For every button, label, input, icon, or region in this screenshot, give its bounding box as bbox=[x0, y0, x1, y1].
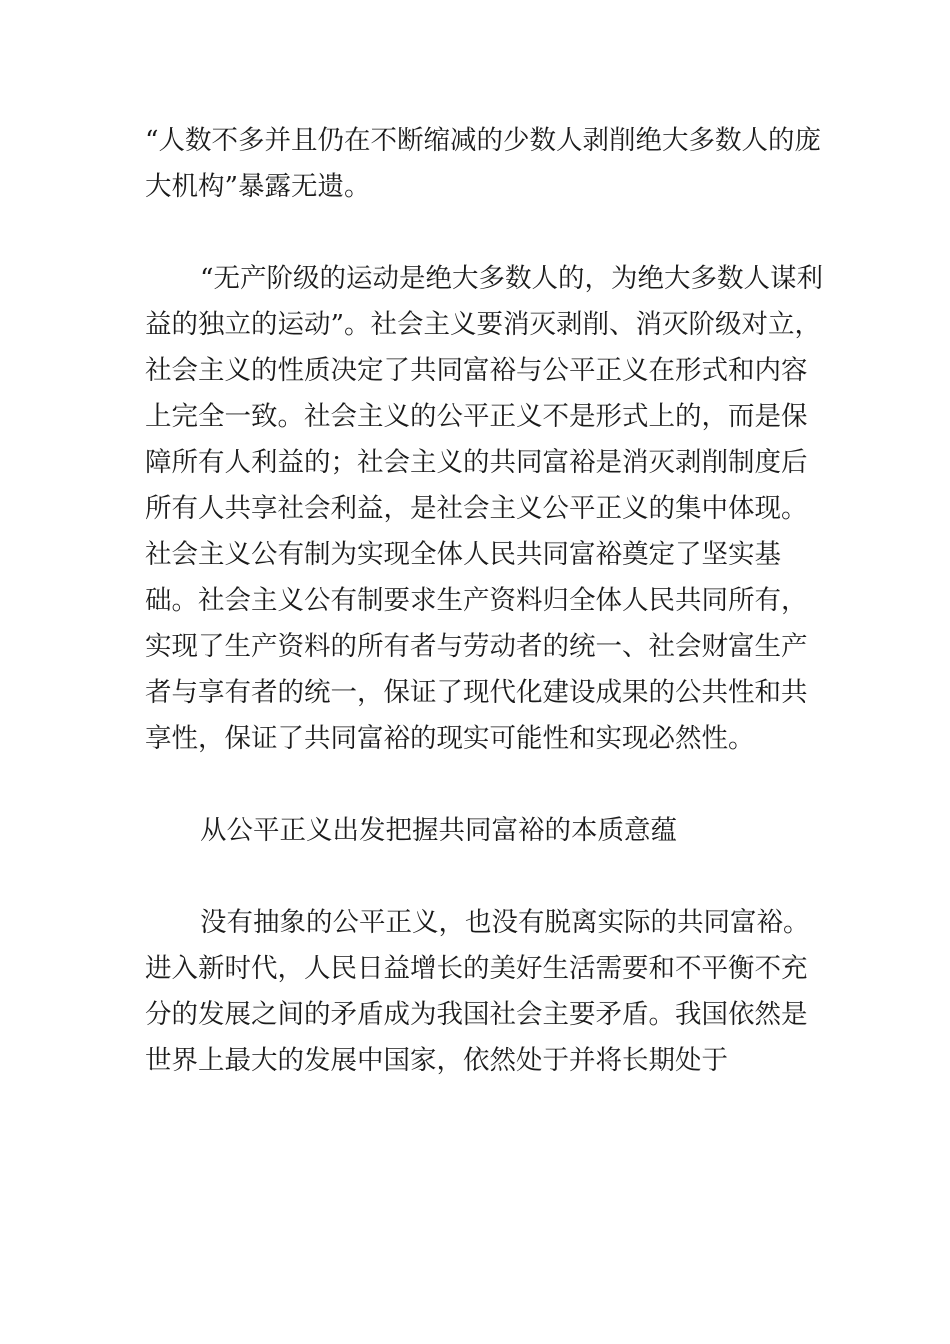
section-heading: 从公平正义出发把握共同富裕的本质意蕴 bbox=[200, 815, 677, 846]
paragraph-proletarian-movement: “无产阶级的运动是绝大多数人的，为绝大多数人谋利益的独立的运动”。社会主义要消灭剥削、消灭阶级对立，社会主义的性质决定了共同富裕与公平正义在形式和内容上完全一致。社会主义的公平正义不是形式上的，而是保障所有人利益的；社会主义的共同富裕是消灭剥削制度后所有人共享社会利益，是社会主义公平正义的集中体现。社会主义公有制为实现全体人民共同富裕奠定了坚实基础。社会主义公有制要求生产资料归全体人民共同所有，实现了生产资料的所有者与劳动者的统一、社会财富生产者与享有者的统一，保证了现代化建设成果的公共性和共享性，保证了共同富裕的现实可能性和实现必然性。 bbox=[145, 263, 824, 754]
paragraph-intro-quote: “人数不多并且仍在不断缩减的少数人剥削绝大多数人的庞大机构”暴露无遗。 bbox=[145, 125, 822, 202]
paragraph-new-era: 没有抽象的公平正义，也没有脱离实际的共同富裕。进入新时代，人民日益增长的美好生活需要和不平衡不充分的发展之间的矛盾成为我国社会主要矛盾。我国依然是世界上最大的发展中国家，依然处于并将长期处于 bbox=[145, 907, 810, 1076]
document-body bbox=[145, 118, 825, 1130]
